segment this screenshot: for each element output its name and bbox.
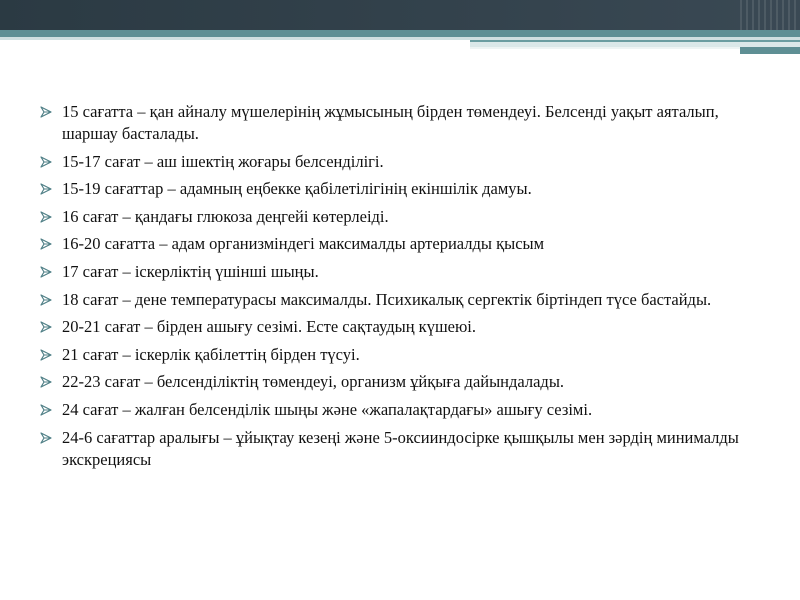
bullet-text: 24-6 сағаттар аралығы – ұйықтау кезеңі және 5-оксииндосірке қышқылы мен зәрдің минималды экскрециясы xyxy=(62,427,739,469)
bullet-text: 21 сағат – іскерлік қабілеттің бірден түсуі. xyxy=(62,344,360,364)
arrow-bullet-icon xyxy=(40,211,52,223)
bullet-item xyxy=(40,233,740,255)
bullet-text: 20-21 сағат – бірден ашығу сезімі. Есте сақтаудың күшеюі. xyxy=(62,317,477,337)
arrow-bullet-icon xyxy=(40,432,52,444)
arrow-bullet-icon xyxy=(40,183,52,195)
bullet-item xyxy=(40,178,740,200)
bullet-text: 17 сағат – іскерліктің үшінші шыңы. xyxy=(62,261,319,281)
arrow-bullet-icon xyxy=(40,156,52,168)
accent-block xyxy=(740,47,800,54)
header-teal-band xyxy=(0,30,800,37)
bullet-text: 15-17 сағат – аш ішектің жоғары белсенділігі. xyxy=(62,151,384,171)
bullet-text: 18 сағат – дене температурасы максималды. Психикалық сергектік біртіндеп түсе бастайды. xyxy=(62,289,712,309)
bullet-item xyxy=(40,261,740,283)
bullet-text: 16 сағат – қандағы глюкоза деңгейі көтерлеіді. xyxy=(62,206,389,226)
arrow-bullet-icon xyxy=(40,238,52,250)
bullet-item xyxy=(40,151,740,173)
bullet-item xyxy=(40,101,740,145)
bullet-item xyxy=(40,344,740,366)
bullet-item xyxy=(40,399,740,421)
bullet-item xyxy=(40,316,740,338)
bullet-text: 22-23 сағат – белсенділіктің төмендеуі, организм ұйқыға дайындалады. xyxy=(62,372,565,392)
arrow-bullet-icon xyxy=(40,106,52,118)
arrow-bullet-icon xyxy=(40,266,52,278)
slide-content xyxy=(40,101,740,476)
arrow-bullet-icon xyxy=(40,321,52,333)
bullet-item xyxy=(40,371,740,393)
arrow-bullet-icon xyxy=(40,404,52,416)
bullet-text: 16-20 сағатта – адам организміндегі максималды артериалды қысым xyxy=(62,234,545,254)
bullet-text: 15 сағатта – қан айналу мүшелерінің жұмысының бірден төмендеуі. Белсенді уақыт аяталып, шаршау басталады. xyxy=(62,102,719,143)
header-stripes xyxy=(740,0,800,30)
bullet-text: 15-19 сағаттар – адамның еңбекке қабілетілігінің екіншілік дамуы. xyxy=(62,179,532,199)
arrow-bullet-icon xyxy=(40,294,52,306)
arrow-bullet-icon xyxy=(40,349,52,361)
bullet-item xyxy=(40,206,740,228)
arrow-bullet-icon xyxy=(40,376,52,388)
header-band xyxy=(0,0,800,30)
bullet-item xyxy=(40,427,740,471)
bullet-item xyxy=(40,289,740,311)
bullet-text: 24 сағат – жалған белсенділік шыңы және «жапалақтардағы» ашығу сезімі. xyxy=(62,399,593,419)
bullet-list xyxy=(40,101,740,471)
accent-highlight xyxy=(470,47,740,49)
